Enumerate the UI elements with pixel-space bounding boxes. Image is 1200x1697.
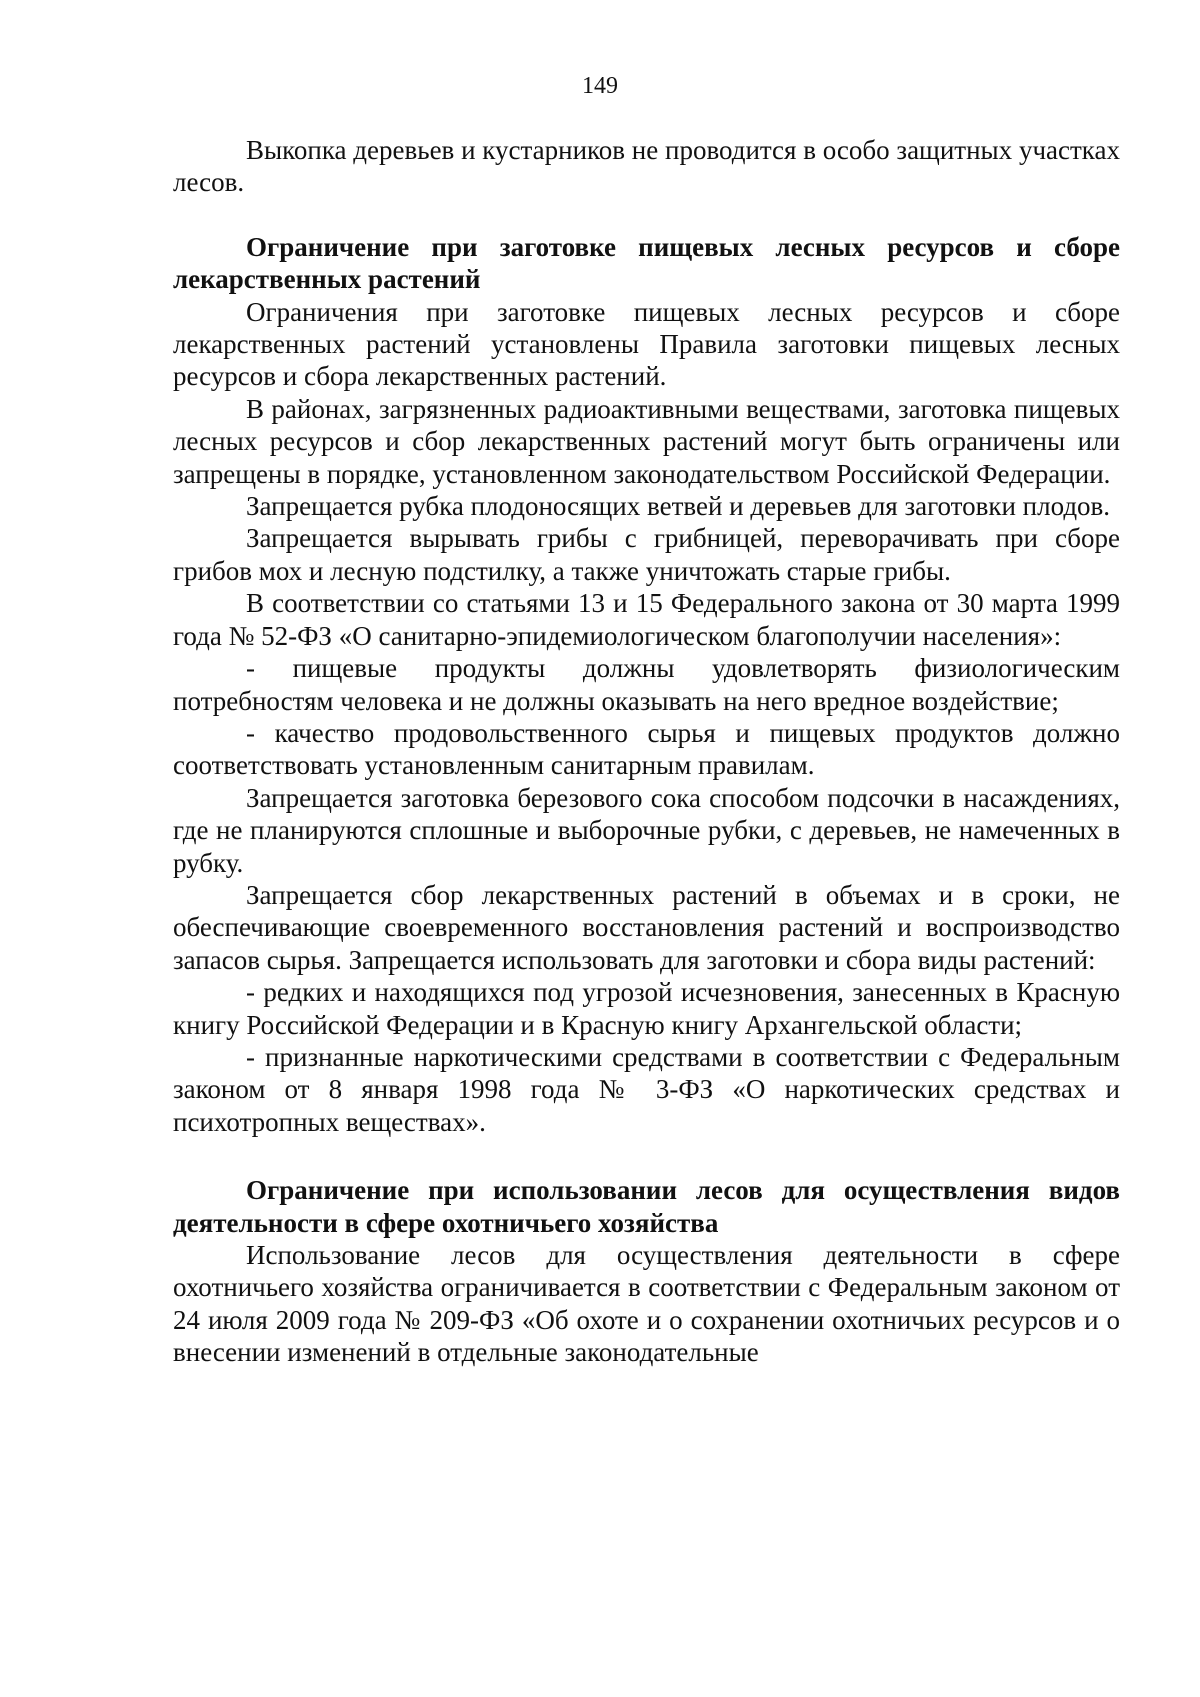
section-heading-hunting: Ограничение при использовании лесов для осуществления видов деятельности в сфере охотничьего хозяйства bbox=[173, 1175, 1120, 1238]
paragraph-federal-law-52: В соответствии со статьями 13 и 15 Федерального закона от 30 марта 1999 года № 52-ФЗ «О санитарно-эпидемиологическом благополучии населения»: bbox=[173, 588, 1120, 651]
list-item-red-book: - редких и находящихся под угрозой исчезновения, занесенных в Красную книгу Российской Федерации и в Красную книгу Архангельской области; bbox=[173, 977, 1120, 1040]
list-item-raw-materials: - качество продовольственного сырья и пищевых продуктов должно соответствовать установленным санитарным правилам. bbox=[173, 717, 1120, 781]
section-heading-food-resources: Ограничение при заготовке пищевых лесных ресурсов и сборе лекарственных растений bbox=[173, 231, 1120, 295]
list-item-narcotic-plants: - признанные наркотическими средствами в соответствии с Федеральным законом от 8 января 1998 года № 3-ФЗ «О наркотических средствах и психотропных веществах». bbox=[173, 1041, 1120, 1137]
paragraph-fruit-branches: Запрещается рубка плодоносящих ветвей и деревьев для заготовки плодов. bbox=[246, 491, 1111, 522]
paragraph-excavation-note: Выкопка деревьев и кустарников не проводится в особо защитных участках лесов. bbox=[173, 135, 1120, 198]
paragraph-medicinal-plants: Запрещается сбор лекарственных растений в объемах и в сроки, не обеспечивающие своевременного восстановления растений и воспроизводство запасов сырья. Запрещается использовать для заготовки и сбора виды растений: bbox=[173, 879, 1120, 975]
paragraph-hunting-law: Использование лесов для осуществления деятельности в сфере охотничьего хозяйства ограничивается в соответствии с Федеральным законом от 24 июля 2009 года № 209-ФЗ «Об охоте и о сохранении охотничьих ресурсов и о внесении изменений в отдельные законодательные bbox=[173, 1240, 1120, 1368]
page-number: 149 bbox=[582, 73, 618, 99]
list-item-food-products: - пищевые продукты должны удовлетворять физиологическим потребностям человека и не должны оказывать на него вредное воздействие; bbox=[173, 653, 1120, 716]
paragraph-birch-sap: Запрещается заготовка березового сока способом подсочки в насаждениях, где не планируются сплошные и выборочные рубки, с деревьев, не намеченных в рубку. bbox=[173, 782, 1120, 878]
paragraph-harvest-rules: Ограничения при заготовке пищевых лесных ресурсов и сборе лекарственных растений установлены Правила заготовки пищевых лесных ресурсов и сбора лекарственных растений. bbox=[173, 296, 1120, 392]
paragraph-radioactive-areas: В районах, загрязненных радиоактивными веществами, заготовка пищевых лесных ресурсов и сбор лекарственных растений могут быть ограничены или запрещены в порядке, установленном законодательством Российской Федерации. bbox=[173, 393, 1120, 489]
document-body bbox=[173, 134, 1120, 1369]
paragraph-mushrooms: Запрещается вырывать грибы с грибницей, переворачивать при сборе грибов мох и лесную подстилку, а также уничтожать старые грибы. bbox=[173, 523, 1120, 586]
